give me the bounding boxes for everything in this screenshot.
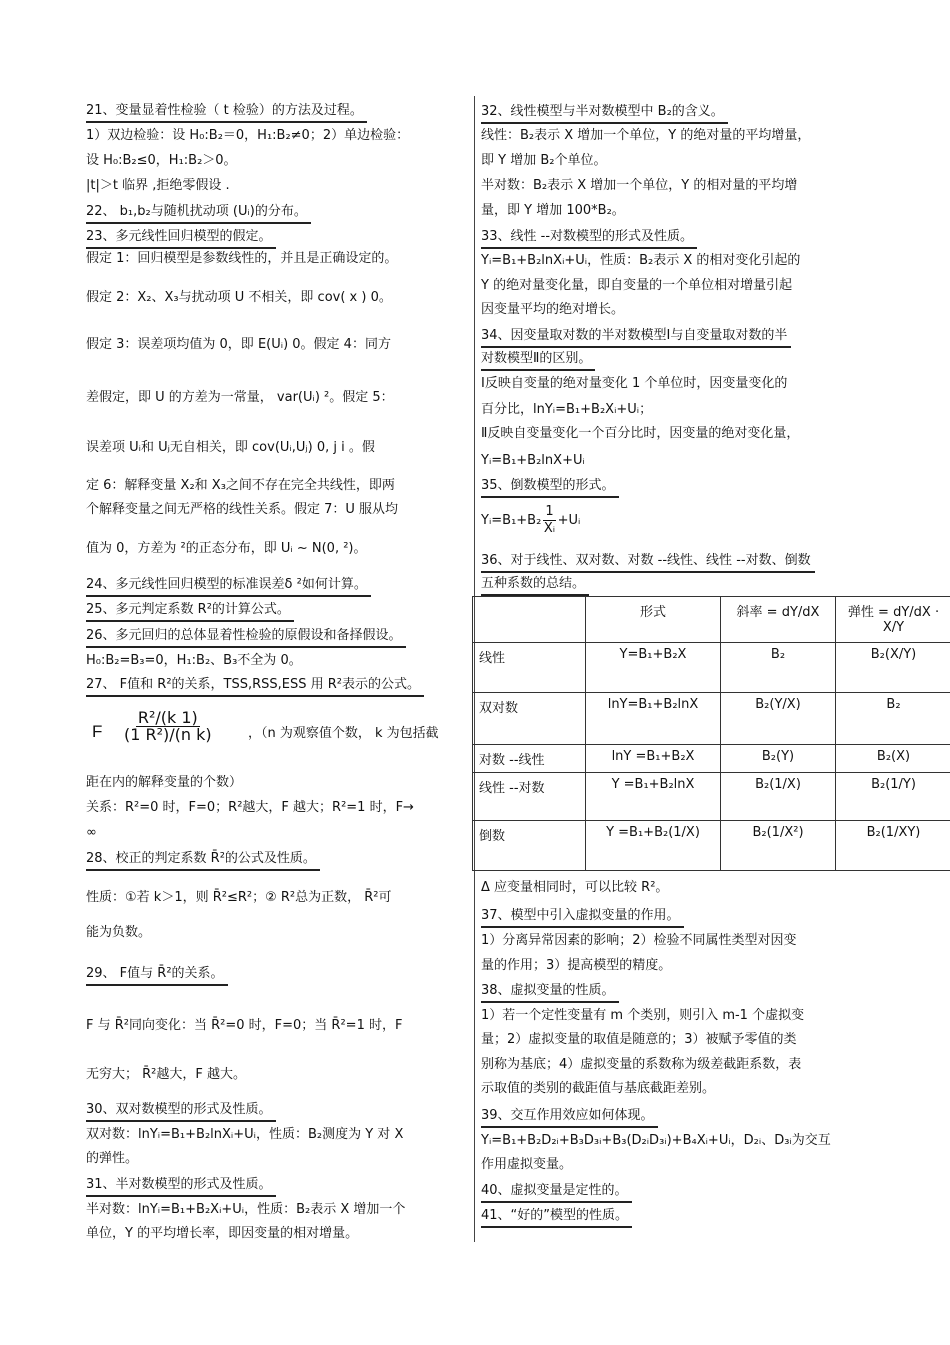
- table-row: [473, 821, 950, 871]
- table-cell: Y =B₁+B₂(1/X): [586, 821, 721, 871]
- section-heading: 33、线性 --对数模型的形式及性质。: [481, 229, 694, 244]
- text-line: 距在内的解释变量的个数）: [86, 775, 243, 790]
- text-line: 别称为基底；4）虚拟变量的系数称为级差截距系数，表: [481, 1057, 802, 1072]
- text-line: ∞: [86, 825, 97, 840]
- text-line: 误差项 Uᵢ和 Uⱼ无自相关，即 cov(Uᵢ,Uⱼ) 0, j i 。假: [86, 440, 375, 455]
- text-line: 半对数：B₂表示 X 增加一个单位，Y 的相对量的平均增: [481, 178, 798, 193]
- section-heading: 24、多元线性回归模型的标准误差δ ²如何计算。: [86, 577, 367, 592]
- text-line: Yᵢ=B₁+B₂lnX+Uᵢ: [481, 453, 585, 468]
- text-line: F 与 R̄²同向变化：当 R̄²=0 时，F=0；当 R̄²=1 时，F: [86, 1018, 403, 1033]
- formula-f-denominator: (1 R²)/(n k): [124, 725, 212, 744]
- text-line: Yᵢ=B₁+B₂D₂ᵢ+B₃D₃ᵢ+B₃(D₂ᵢD₃ᵢ)+B₄Xᵢ+Uᵢ，D₂ᵢ、D₃ᵢ为交互: [481, 1133, 831, 1148]
- reciprocal-rhs: +Uᵢ: [557, 513, 581, 528]
- section-heading: 21、变量显着性检验（ t 检验）的方法及过程。: [86, 103, 363, 118]
- text-line: 量，即 Y 增加 100*B₂。: [481, 203, 625, 218]
- section-heading: 对数模型Ⅱ的区别。: [481, 351, 592, 366]
- section-heading: 26、多元回归的总体显着性检验的原假设和备择假设。: [86, 628, 402, 643]
- text-line: 量的作用；3）提高模型的精度。: [481, 958, 672, 973]
- table-cell: B₂(Y): [721, 745, 836, 773]
- table-header-cell: 斜率 = dY/dX: [721, 597, 836, 643]
- text-line: 线性：B₂表示 X 增加一个单位，Y 的绝对量的平均增量，: [481, 128, 811, 143]
- table-cell: B₂(X/Y): [836, 643, 950, 693]
- table-cell: lnY =B₁+B₂X: [586, 745, 721, 773]
- text-line: 假定 2：X₂、X₃与扰动项 U 不相关，即 cov( x ) 0。: [86, 290, 392, 305]
- text-line: 的弹性。: [86, 1151, 139, 1166]
- text-line: H₀:B₂=B₃=0，H₁:B₂、B₃不全为 0。: [86, 653, 302, 668]
- table-cell: B₂: [721, 643, 836, 693]
- table-row: [473, 693, 950, 745]
- text-line: 1）若一个定性变量有 m 个类别，则引入 m-1 个虚拟变: [481, 1008, 805, 1023]
- coefficient-summary-table: [472, 596, 950, 871]
- section-heading: 27、 F值和 R²的关系，TSS,RSS,ESS 用 R²表示的公式。: [86, 677, 421, 692]
- text-line: 即 Y 增加 B₂个单位。: [481, 153, 607, 168]
- reciprocal-lhs: Yᵢ=B₁+B₂: [481, 513, 542, 528]
- text-line: Ⅰ反映自变量的绝对量变化 1 个单位时，因变量变化的: [481, 376, 788, 391]
- formula-f-numerator: R²/(k 1): [137, 708, 198, 727]
- section-heading: 30、双对数模型的形式及性质。: [86, 1102, 272, 1117]
- text-line: 个解释变量之间无严格的线性关系。假定 7：U 服从均: [86, 502, 399, 517]
- section-heading: 35、倒数模型的形式。: [481, 478, 615, 493]
- section-heading: 39、交互作用效应如何体现。: [481, 1108, 654, 1123]
- table-header-cell: [473, 597, 586, 643]
- table-header-row: [473, 597, 950, 643]
- text-line: 关系：R²=0 时，F=0；R²越大，F 越大；R²=1 时，F→: [86, 800, 414, 815]
- text-line: 示取值的类别的截距值与基底截距差别。: [481, 1081, 716, 1096]
- text-line: 百分比，lnYᵢ=B₁+B₂Xᵢ+Uᵢ；: [481, 402, 653, 417]
- table-row: [473, 643, 950, 693]
- text-line: Yᵢ=B₁+B₂lnXᵢ+Uᵢ，性质：B₂表示 X 的相对变化引起的: [481, 253, 801, 268]
- text-line: 假定 3：误差项均值为 0，即 E(Uᵢ) 0。假定 4：同方: [86, 337, 391, 352]
- table-cell: 线性: [473, 643, 586, 693]
- table-cell: B₂: [836, 693, 950, 745]
- section-heading: 五种系数的总结。: [481, 576, 586, 591]
- reciprocal-numerator: 1: [545, 504, 554, 519]
- table-cell: Y=B₁+B₂X: [586, 643, 721, 693]
- section-heading: 34、因变量取对数的半对数模型Ⅰ与自变量取对数的半: [481, 328, 788, 343]
- table-header-cell: 形式: [586, 597, 721, 643]
- text-line: 双对数：lnYᵢ=B₁+B₂lnXᵢ+Uᵢ，性质：B₂测度为 Y 对 X: [86, 1127, 404, 1142]
- section-heading: 41、“好的”模型的性质。: [481, 1208, 629, 1223]
- text-line: 因变量平均的绝对增长。: [481, 302, 625, 317]
- table-cell: lnY=B₁+B₂lnX: [586, 693, 721, 745]
- formula-f-label: F: [92, 722, 103, 741]
- table-cell: B₂(1/X): [721, 773, 836, 821]
- text-line: 1）分离异常因素的影响；2）检验不同属性类型对因变: [481, 933, 797, 948]
- section-heading: 25、多元判定系数 R²的计算公式。: [86, 602, 290, 617]
- table-row: [473, 745, 950, 773]
- reciprocal-model-formula: [481, 504, 580, 537]
- text-line: 单位，Y 的平均增长率，即因变量的相对增量。: [86, 1226, 359, 1241]
- table-cell: B₂(Y/X): [721, 693, 836, 745]
- table-row: [473, 773, 950, 821]
- text-line: Ⅱ反映自变量变化一个百分比时，因变量的绝对变化量，: [481, 426, 800, 441]
- table-cell: Y =B₁+B₂lnX: [586, 773, 721, 821]
- table-cell: 双对数: [473, 693, 586, 745]
- text-line: Δ 应变量相同时，可以比较 R²。: [481, 880, 669, 895]
- text-line: 量；2）虚拟变量的取值是随意的；3）被赋予零值的类: [481, 1032, 797, 1047]
- table-header-cell: 弹性 = dY/dX · X/Y: [836, 597, 950, 643]
- table-cell: B₂(X): [836, 745, 950, 773]
- text-line: 1）双边检验：设 H₀:B₂＝0，H₁:B₂≠0；2）单边检验：: [86, 128, 410, 143]
- section-heading: 28、校正的判定系数 R̄²的公式及性质。: [86, 851, 316, 866]
- table-cell: 倒数: [473, 821, 586, 871]
- section-heading: 31、半对数模型的形式及性质。: [86, 1177, 272, 1192]
- text-line: Y 的绝对量变化量，即自变量的一个单位相对增量引起: [481, 278, 793, 293]
- table-cell: 线性 --对数: [473, 773, 586, 821]
- text-line: 差假定，即 U 的方差为一常量， var(Uᵢ) ²。假定 5：: [86, 390, 394, 405]
- section-heading: 37、模型中引入虚拟变量的作用。: [481, 908, 680, 923]
- text-line: 设 H₀:B₂≤0，H₁:B₂＞0。: [86, 153, 237, 168]
- formula-f-fraction: [122, 710, 214, 743]
- text-line: 定 6：解释变量 X₂和 X₃之间不存在完全共线性，即两: [86, 478, 395, 493]
- section-heading: 38、虚拟变量的性质。: [481, 983, 615, 998]
- text-line: 能为负数。: [86, 925, 152, 940]
- text-line: 假定 1：回归模型是参数线性的，并且是正确设定的。: [86, 251, 398, 266]
- table-cell: B₂(1/XY): [836, 821, 950, 871]
- section-heading: 32、线性模型与半对数模型中 B₂的含义。: [481, 104, 724, 119]
- table-cell: 对数 --线性: [473, 745, 586, 773]
- text-line: 性质：①若 k＞1，则 R̄²≤R²；② R²总为正数， R̄²可: [86, 890, 392, 905]
- reciprocal-denominator: Xᵢ: [543, 521, 556, 536]
- formula-f-note: ，（n 为观察值个数， k 为包括截: [248, 726, 439, 741]
- text-line: 值为 0，方差为 ²的正态分布，即 Uᵢ ~ N(0, ²)。: [86, 541, 367, 556]
- section-heading: 23、多元线性回归模型的假定。: [86, 229, 272, 244]
- table-cell: B₂(1/Y): [836, 773, 950, 821]
- section-heading: 36、对于线性、双对数、对数 --线性、线性 --对数、倒数: [481, 553, 811, 568]
- table-cell: B₂(1/X²): [721, 821, 836, 871]
- text-line: |t|＞t 临界 ,拒绝零假设 .: [86, 178, 230, 193]
- text-line: 半对数：lnYᵢ=B₁+B₂Xᵢ+Uᵢ，性质：B₂表示 X 增加一个: [86, 1202, 406, 1217]
- section-heading: 22、 b₁,b₂与随机扰动项 (Uᵢ)的分布。: [86, 204, 307, 219]
- text-line: 无穷大； R̄²越大，F 越大。: [86, 1067, 246, 1082]
- text-line: 作用虚拟变量。: [481, 1157, 573, 1172]
- section-heading: 40、虚拟变量是定性的。: [481, 1183, 628, 1198]
- section-heading: 29、 F值与 R̄²的关系。: [86, 966, 224, 981]
